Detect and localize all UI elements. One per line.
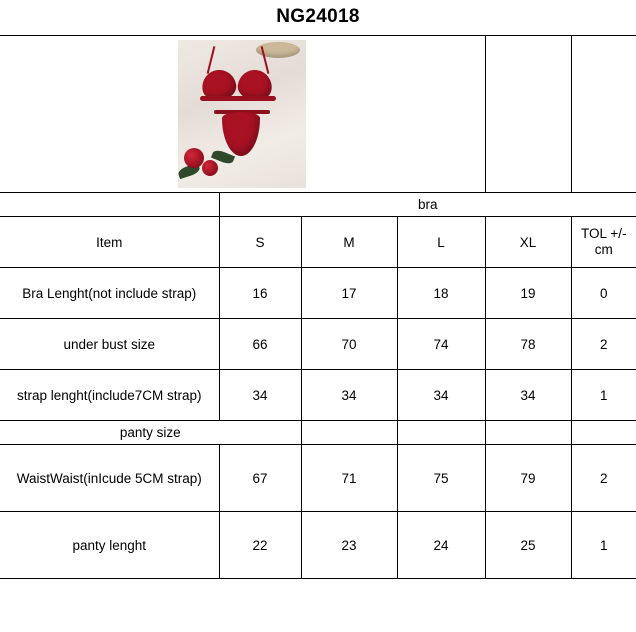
bra-band [200, 96, 276, 101]
row-value-m: 23 [301, 512, 397, 579]
photo-row-spacer-1 [485, 36, 571, 193]
row-value-tol: 2 [571, 445, 636, 512]
panty-section-label: panty size [0, 421, 301, 445]
bra-section-spacer [0, 193, 219, 217]
row-value-tol: 2 [571, 319, 636, 370]
table-row [0, 445, 636, 512]
panty-section-row [0, 421, 636, 445]
row-value-m: 17 [301, 268, 397, 319]
header-size-xl: XL [485, 217, 571, 268]
rose-icon [202, 160, 218, 176]
panty-section-spacer-2 [397, 421, 485, 445]
row-item-label: under bust size [0, 319, 219, 370]
header-size-l: L [397, 217, 485, 268]
header-size-s: S [219, 217, 301, 268]
row-value-l: 18 [397, 268, 485, 319]
row-value-xl: 25 [485, 512, 571, 579]
row-value-xl: 79 [485, 445, 571, 512]
product-photo [178, 40, 306, 188]
header-tolerance-line2: cm [594, 242, 613, 257]
row-value-s: 66 [219, 319, 301, 370]
row-value-xl: 34 [485, 370, 571, 421]
header-tolerance-line1: TOL +/- [581, 226, 627, 242]
header-row [0, 217, 636, 268]
row-item-label: strap lenght(include7CM strap) [0, 370, 219, 421]
row-value-s: 22 [219, 512, 301, 579]
table-row [0, 268, 636, 319]
row-value-l: 34 [397, 370, 485, 421]
product-photo-cell [0, 36, 485, 193]
rose-icon [184, 148, 204, 168]
row-value-m: 34 [301, 370, 397, 421]
row-value-l: 74 [397, 319, 485, 370]
panty [222, 112, 260, 156]
row-value-m: 71 [301, 445, 397, 512]
size-chart-table [0, 35, 636, 579]
row-value-s: 67 [219, 445, 301, 512]
bra-section-label: bra [219, 193, 636, 217]
table-row [0, 512, 636, 579]
header-size-m: M [301, 217, 397, 268]
row-value-s: 16 [219, 268, 301, 319]
table-row [0, 319, 636, 370]
row-value-tol: 1 [571, 512, 636, 579]
table-row [0, 370, 636, 421]
page-title: NG24018 [276, 6, 360, 27]
bra-section-row [0, 193, 636, 217]
row-value-tol: 0 [571, 268, 636, 319]
row-item-label: panty lenght [0, 512, 219, 579]
row-item-label: Bra Lenght(not include strap) [0, 268, 219, 319]
header-tolerance [571, 217, 636, 268]
row-value-tol: 1 [571, 370, 636, 421]
panty-section-spacer-4 [571, 421, 636, 445]
row-value-m: 70 [301, 319, 397, 370]
row-value-l: 24 [397, 512, 485, 579]
panty-section-spacer-3 [485, 421, 571, 445]
header-item: Item [0, 217, 219, 268]
row-value-s: 34 [219, 370, 301, 421]
row-value-xl: 78 [485, 319, 571, 370]
row-value-xl: 19 [485, 268, 571, 319]
photo-row-spacer-2 [571, 36, 636, 193]
row-value-l: 75 [397, 445, 485, 512]
panty-section-spacer-1 [301, 421, 397, 445]
photo-row [0, 36, 636, 193]
row-item-label: WaistWaist(inIcude 5CM strap) [0, 445, 219, 512]
